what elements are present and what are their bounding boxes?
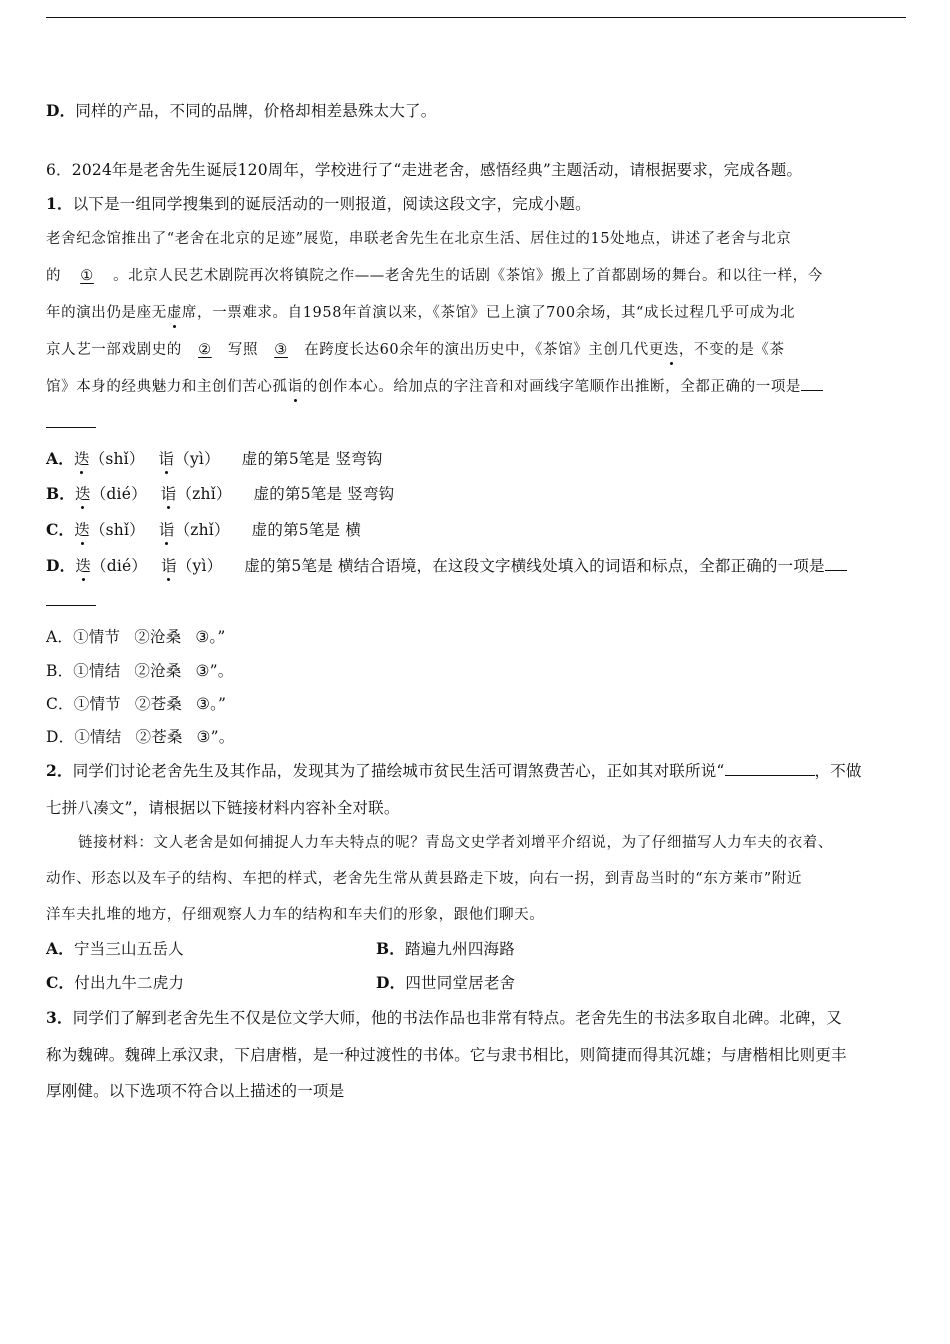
couplet-blank[interactable] [725,761,815,776]
option-text: 付出九牛二虎力 [74,974,185,992]
passage-line-1: 老舍纪念馆推出了“老舍在北京的足迹”展览，串联老舍先生在北京生活、居住过的15处地点，讲述了老舍与北京 [46,231,792,247]
option-d[interactable] [46,555,910,577]
option-text: 踏遍九州四海路 [405,940,515,958]
dotted-char: 诣 [158,450,175,468]
option-c[interactable] [46,974,184,992]
option-item: ②沧桑 [134,628,182,646]
stroke-text: 的第5笔是 横 [260,557,354,575]
option-item: ①情结 [73,662,121,680]
passage-text: 京人艺一部戏剧史的 [46,342,182,358]
option-b[interactable] [46,483,910,505]
material-line-2: 动作、形态以及车子的结构、车把的样式，老舍先生常从黄县路走下坡，向右一拐，到青岛当时的“东方莱市”附近 [46,871,802,887]
fill-option-c[interactable] [46,693,910,715]
option-label: C． [46,973,75,992]
passage-text: 席，一票难求。自1958年首演以来，《茶馆》已上演了700余场，其“成长过程几乎可成为北 [181,305,796,321]
sub2-options-row-2 [46,972,910,994]
q5-option-d [46,100,910,122]
answer-blank[interactable] [46,413,96,428]
option-item: ③”。 [195,662,234,680]
option-a[interactable] [46,448,910,470]
option-label: C． [46,695,74,713]
option-label: B． [46,484,76,503]
dotted-char: 迭 [75,557,92,575]
sub1-intro [46,193,910,215]
option-item: ③。” [195,628,226,646]
answer-blank-line [46,412,910,434]
passage-line-4 [46,339,910,361]
fill-option-a[interactable] [46,626,910,648]
dotted-char: 迭 [664,339,679,361]
passage-text: 馆》本身的经典魅力和主创们苦心孤 [46,379,288,395]
option-text: 同样的产品，不同的品牌，价格却相差悬殊太大了。 [75,102,437,120]
option-b[interactable] [376,938,515,960]
pinyin: （yì） [176,557,223,575]
sub2-question [46,760,910,782]
sub3-line-2: 称为魏碑。魏碑上承汉隶，下启唐楷，是一种过渡性的书体。它与隶书相比，则简捷而得其沉雄；与唐楷相比则更丰 [46,1046,847,1064]
option-label: A． [46,628,74,646]
answer-blank[interactable] [825,556,847,571]
passage-text: 写照 [227,342,259,358]
option-item: ①情节 [73,628,121,646]
passage-text: 的创作本心。给加点的字注音和对画线字笔顺作出推断，全都正确的一项是 [302,379,802,395]
option-label: D． [46,101,76,120]
blank-1[interactable]: ① [80,268,94,284]
option-item: ②沧桑 [134,662,182,680]
option-label: A． [46,939,74,958]
question-text: 同学们讨论老舍先生及其作品，发现其为了描绘城市贫民生活可谓煞费苦心，正如其对联所说“ [72,762,725,780]
passage-text: 在跨度长达60余年的演出历史中，《茶馆》主创几代更 [304,342,664,358]
sub3-line-3: 厚刚健。以下选项不符合以上描述的一项是 [46,1082,345,1100]
option-text: 宁当三山五岳人 [73,940,184,958]
underlined-char: 虚 [244,557,261,575]
passage-text: ，不变的是《茶 [678,342,785,358]
header-rule [46,17,906,18]
passage-line-5 [46,376,910,398]
dotted-char: 迭 [73,450,90,468]
answer-blank-line [46,590,910,612]
option-label: D． [376,973,406,992]
option-label: D． [46,556,76,575]
sub3-line-1 [46,1007,910,1029]
pinyin: （yì） [174,450,220,468]
dotted-char: 迭 [74,521,90,539]
underlined-char: 虚 [241,450,258,468]
option-item: ③”。 [196,728,235,746]
pinyin: （shǐ） [89,450,145,468]
answer-blank[interactable] [801,376,823,391]
option-item: ②苍桑 [134,695,182,713]
dotted-char: 迭 [75,485,91,503]
blank-2[interactable]: ② [198,342,212,358]
option-label: D． [46,728,75,746]
passage-text: 。北京人民艺术剧院再次将镇院之作——老舍先生的话剧《茶馆》搬上了首都剧场的舞台。和以往一样，今 [113,268,823,284]
passage-text: 的 [46,268,62,284]
underlined-char: 虚 [251,521,268,539]
dotted-char: 诣 [161,557,177,575]
option-text: 四世同堂居老舍 [405,974,516,992]
option-d[interactable] [376,972,515,994]
stroke-text: 的第5笔是 竖弯钩 [269,485,395,503]
option-a[interactable] [46,940,184,958]
option-label: C． [46,520,75,539]
option-label: B． [46,662,74,680]
passage-line-3 [46,302,910,324]
material-line-1: 链接材料：文人老舍是如何捕捉人力车夫特点的呢？青岛文史学者刘增平介绍说，为了仔细描写人力车夫的衣着、 [78,835,833,851]
option-item: ①情节 [73,695,121,713]
blank-3[interactable]: ③ [274,342,288,358]
pinyin: （dié） [90,485,147,503]
dotted-char: 诣 [158,521,175,539]
sub2-question-cont: 七拼八凑文”，请根据以下链接材料内容补全对联。 [46,799,400,817]
sub1-intro-text: 以下是一组同学搜集到的诞辰活动的一则报道，阅读这段文字，完成小题。 [72,195,591,213]
question-text: ，不做 [814,762,862,780]
sub3-label: 3． [46,1008,73,1027]
pinyin: （shǐ） [89,521,145,539]
q6-intro: 6．2024年是老舍先生诞辰120周年，学校进行了“走进老舍，感悟经典”主题活动，请根据要求，完成各题。 [46,161,803,179]
option-label: A． [46,449,74,468]
option-item: ①情结 [74,728,122,746]
answer-blank[interactable] [46,591,96,606]
pinyin: （zhǐ） [176,485,232,503]
stroke-text: 的第5笔是 竖弯钩 [257,450,383,468]
question-text: 同学们了解到老舍先生不仅是位文学大师，他的书法作品也非常有特点。老舍先生的书法多取自北碑。北碑，又 [72,1009,842,1027]
option-item: ③。” [195,695,227,713]
stroke-text: 的第5笔是 横 [267,521,362,539]
sub-question-prompt: 结合语境，在这段文字横线处填入的词语和标点，全都正确的一项是 [353,557,825,575]
fill-option-b[interactable] [46,660,910,682]
underlined-char: 虚 [253,485,270,503]
sub2-label: 2． [46,761,73,780]
dotted-char: 虚 [167,302,182,324]
passage-text: 年的演出仍是座无 [46,305,167,321]
pinyin: （zhǐ） [174,521,230,539]
pinyin: （dié） [91,557,148,575]
option-label: B． [376,939,406,958]
option-item: ②苍桑 [135,728,183,746]
fill-option-d[interactable] [46,726,910,748]
option-c[interactable] [46,519,910,541]
sub2-options-row-1 [46,938,910,960]
material-line-3: 洋车夫扎堆的地方，仔细观察人力车的结构和车夫们的形象，跟他们聊天。 [46,907,545,923]
dotted-char: 诣 [160,485,177,503]
dotted-char: 诣 [288,376,303,398]
sub1-label: 1． [46,194,73,213]
passage-line-2 [46,265,910,287]
